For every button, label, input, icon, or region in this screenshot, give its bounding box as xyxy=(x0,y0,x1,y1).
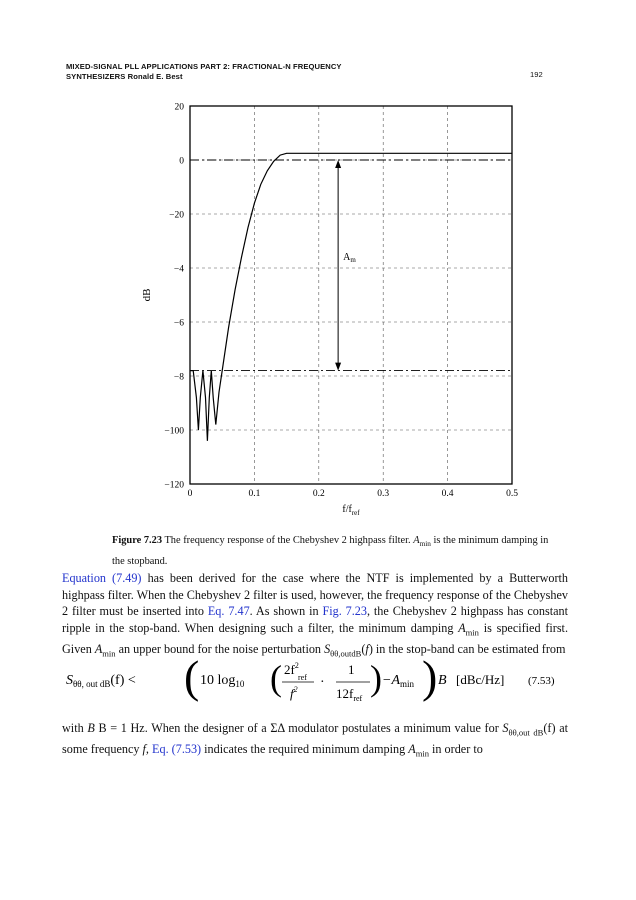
equation-graphic xyxy=(66,650,566,710)
amin-annotation: $A_m$ xyxy=(343,251,356,264)
page-number: 192 xyxy=(530,70,543,79)
closing-paragraph: with B B = 1 Hz. When the designer of a ΣΔ modulator postulates a minimum value for $S_{\theta\theta,out}$ $_{dB}$(f) at some frequency f, Eq. (7.53) indicates the required minimum damping $A_{min}$ in order to xyxy=(62,721,568,759)
y-tick-label: −100 xyxy=(164,426,184,437)
equation-link[interactable]: Equation (7.49) xyxy=(62,571,142,585)
amin-arrow-head-bottom xyxy=(335,363,341,371)
svg-text:[dBc/Hz]: [dBc/Hz] xyxy=(456,672,505,687)
svg-text:12fref: $12f_{ref}$ xyxy=(336,686,363,703)
x-axis-label: $f/f_{ref}$ xyxy=(342,504,360,517)
equation-7-53 xyxy=(66,650,566,710)
svg-text:): ) xyxy=(422,651,438,702)
svg-text:(: ( xyxy=(184,651,200,702)
header-line-2: SYNTHESIZERS Ronald E. Best xyxy=(66,72,183,81)
figure-caption: Figure 7.23 The frequency response of the Chebyshev 2 highpass filter. $A_{min}$ is the minimum damping in the stopband. xyxy=(112,535,549,568)
amin-arrow-head-top xyxy=(335,160,341,168)
x-tick-label: 0.3 xyxy=(377,489,390,499)
reference-lines xyxy=(190,160,512,371)
y-tick-label: −20 xyxy=(169,210,184,221)
header-line-1: MIXED-SIGNAL PLL APPLICATIONS PART 2: FRACTIONAL-N FREQUENCY xyxy=(66,62,342,71)
svg-text:1: 1 xyxy=(348,662,355,677)
svg-text:(7.53): (7.53) xyxy=(528,675,555,687)
svg-text:−Amin: $-A_{min}$ xyxy=(382,673,415,689)
tick-labels xyxy=(164,103,518,500)
svg-text:B: B xyxy=(438,673,447,688)
svg-text:ref: ref xyxy=(298,673,307,682)
x-tick-label: 0.2 xyxy=(312,489,325,499)
y-tick-label: 0 xyxy=(179,156,184,167)
y-tick-label: 20 xyxy=(174,102,184,113)
y-axis-label: dB xyxy=(141,288,153,302)
svg-text:): ) xyxy=(370,658,382,698)
y-tick-label: −4 xyxy=(173,264,184,275)
plot-frame xyxy=(190,106,512,484)
svg-text:10 log10: 10 $\log_{10}$ xyxy=(200,673,245,689)
series-line xyxy=(190,153,512,441)
amin-arrow xyxy=(335,160,341,371)
y-tick-label: −120 xyxy=(164,480,184,491)
svg-text:Sθθ, out dB(f) <: $S_{\theta\theta, out dB}(f)$ < xyxy=(66,673,136,689)
svg-text:·: · xyxy=(320,675,325,690)
x-tick-label: 0.1 xyxy=(248,489,261,499)
eq-753-link[interactable]: Eq. (7.53) xyxy=(152,742,202,757)
x-tick-label: 0 xyxy=(187,489,193,499)
body-paragraph: Equation (7.49) has been derived for the case where the NTF is implemented by a Butterworth highpass filter. When the Chebyshev 2 filter is used, however, the frequency response of the Chebyshev 2 filter must be inserted into Eq. 7.47. As shown in Fig. 7.23, the Chebyshev 2 highpass has constant ripple in the stop-band. When designing such a filter, the minimum damping $A_{min}$ is specified first. Given $A_{min}$ an upper bound for the noise perturbation $S_{\theta\theta,outdB}(f)$ in the stop-band can be estimated from xyxy=(62,571,569,659)
svg-text:2f2: $2f^2$ xyxy=(284,661,299,677)
svg-text:(: ( xyxy=(270,658,282,698)
fig-723-link[interactable]: Fig. 7.23 xyxy=(322,604,367,619)
svg-text:f2: $f^2$ xyxy=(290,685,298,701)
figure-label: Figure 7.23 xyxy=(112,535,163,546)
x-tick-label: 0.4 xyxy=(441,489,454,499)
y-tick-label: −6 xyxy=(173,318,184,329)
y-tick-label: −8 xyxy=(173,372,184,383)
eq-747-link[interactable]: Eq. 7.47 xyxy=(207,604,250,619)
chart-grid xyxy=(190,106,512,484)
x-tick-label: 0.5 xyxy=(506,489,518,499)
